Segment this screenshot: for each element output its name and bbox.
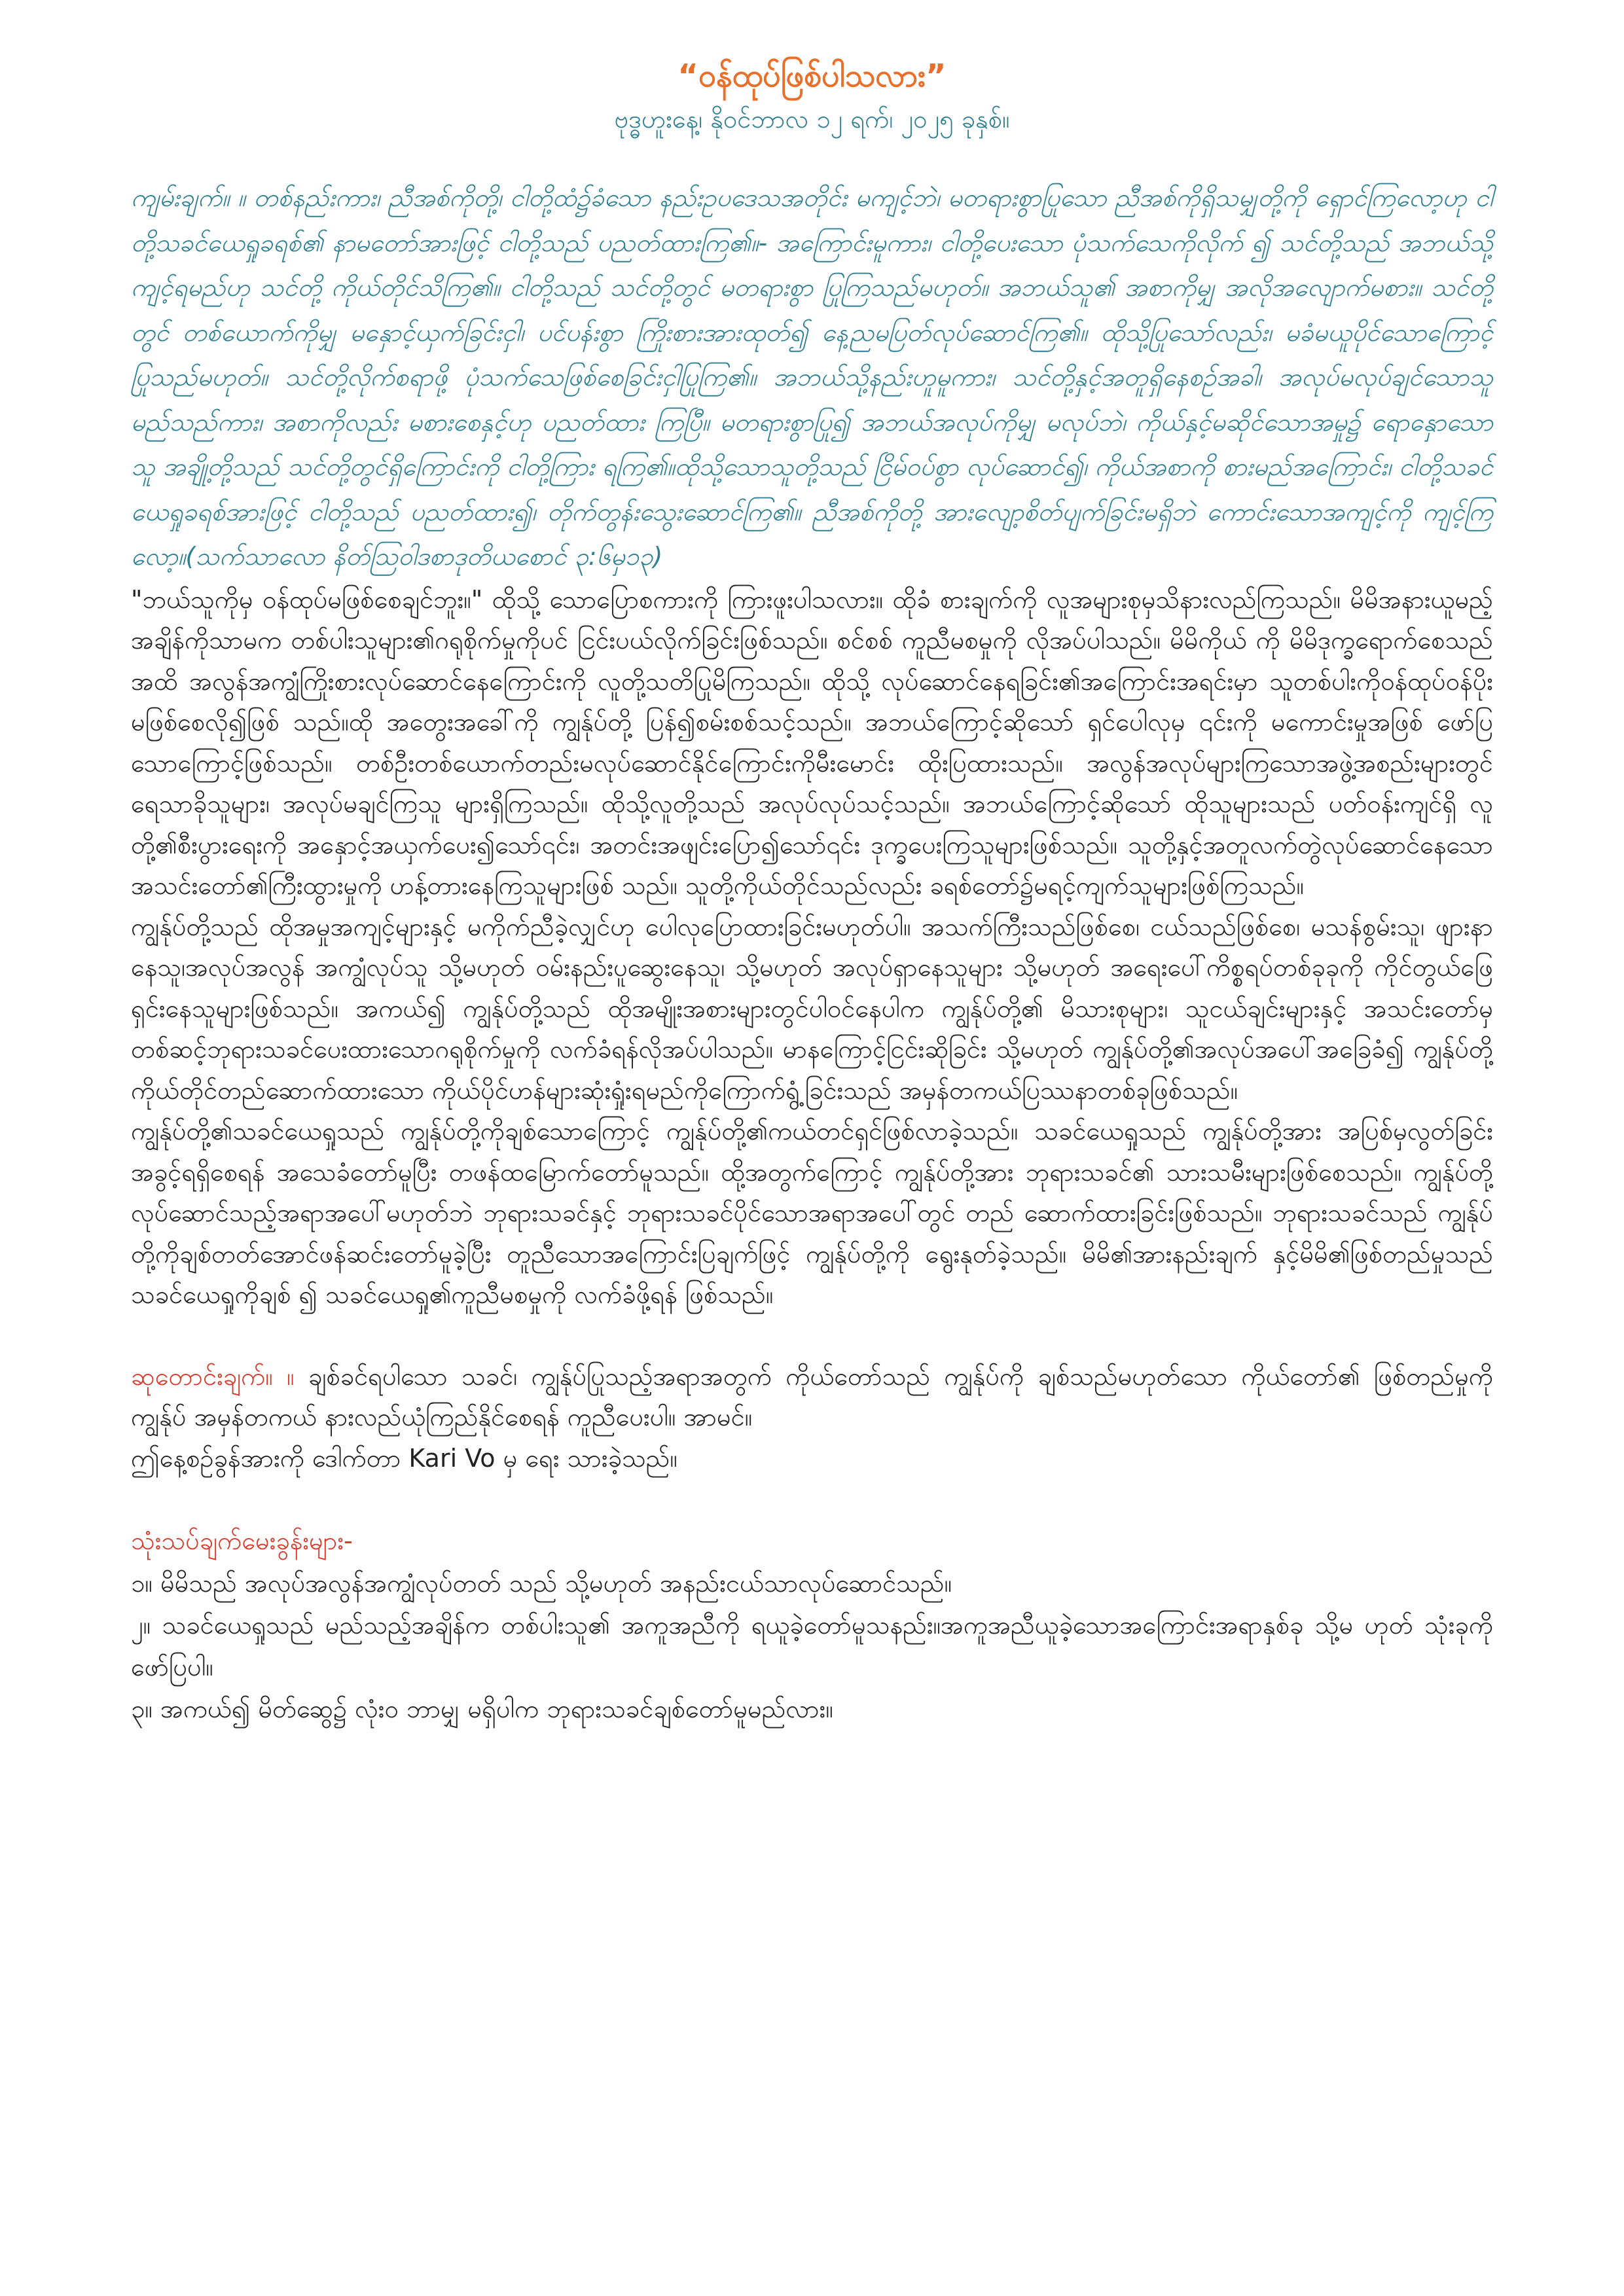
prayer-text: ချစ်ခင်ရပါသော သခင်၊ ကျွန်ုပ်ပြုသည့်အရာအတွက် ကိုယ်တော်သည် ကျွန်ုပ်ကို ချစ်သည်မဟုတ်သော ကိုယ်တော်၏ ဖြစ်တည်မှုကို ကျွန်ုပ် အမှန်တကယ် နားလည်ယုံကြည်နိုင်စေရန် ကူညီပေးပါ။ အာမင်။	[131, 1361, 1493, 1431]
body-paragraph-3: ကျွန်ုပ်တို့၏သခင်ယေရှုသည် ကျွန်ုပ်တို့ကိုချစ်သောကြောင့် ကျွန်ုပ်တို့၏ကယ်တင်ရှင်ဖြစ်လာခဲ့သည်။ သခင်ယေရှုသည် ကျွန်ုပ်တို့အား အပြစ်မှလွတ်ခြင်းအခွင့်ရရှိစေရန် အသေခံတော်မူပြီး တဖန်ထမြောက်တော်မူသည်။ ထို့အတွက်ကြောင့် ကျွန်ုပ်တို့အား ဘုရားသခင်၏ သားသမီးများဖြစ်စေသည်။ ကျွန်ုပ်တို့လုပ်ဆောင်သည့်အရာအပေါ်မဟုတ်ဘဲ ဘုရားသခင်နှင့် ဘုရားသခင်ပိုင်သောအရာအပေါ်တွင် တည် ဆောက်ထားခြင်းဖြစ်သည်။ ဘုရားသခင်သည် ကျွန်ုပ်တို့ကိုချစ်တတ်အောင်ဖန်ဆင်းတော်မူခဲ့ပြီး တူညီသောအကြောင်းပြချက်ဖြင့် ကျွန်ုပ်တို့ကို ရွေးနုတ်ခဲ့သည်။ မိမိ၏အားနည်းချက် နှင့်မိမိ၏ဖြစ်တည်မှုသည် သခင်ယေရှုကိုချစ် ၍ သခင်ယေရှု၏ကူညီမစမှုကို လက်ခံဖို့ရန် ဖြစ်သည်။	[131, 1117, 1493, 1309]
reflection-question-2: ၂။ သခင်ယေရှုသည် မည်သည့်အချိန်က တစ်ပါးသူ၏ အကူအညီကို ရယူခဲ့တော်မူသနည်း။အကူအညီယူခဲ့သောအကြောင်းအရာနှစ်ခု သို့မ ဟုတ် သုံးခုကို ဖော်ပြပါ။	[131, 1611, 1493, 1681]
reflection-question-3: ၃။ အကယ်၍ မိတ်ဆွေ၌ လုံးဝ ဘာမျှ မရှိပါက ဘုရားသခင်ချစ်တော်မူမည်လား။	[131, 1695, 833, 1723]
page-title: “ဝန်ထုပ်ဖြစ်ပါသလား”	[677, 58, 947, 94]
reflection-question-1: ၁။ မိမိသည် အလုပ်အလွန်အကျွံလုပ်တတ် သည် သို့မဟုတ် အနည်းငယ်သာလုပ်ဆောင်သည်။	[131, 1569, 952, 1598]
prayer-label: ဆုတောင်းချက်။ ။	[131, 1361, 295, 1391]
date-line: ဗုဒ္ဓဟူးနေ့၊ နိုဝင်ဘာလ ၁၂ ရက်၊ ၂၀၂၅ ခုနှစ်။	[614, 105, 1010, 134]
author-line: ဤနေ့စဉ်ခွန်အားကို ဒေါက်တာ Kari Vo မှ ရေး သားခဲ့သည်။	[131, 1443, 677, 1473]
prayer-paragraph	[131, 1356, 1493, 1438]
body-paragraph-2: ကျွန်ုပ်တို့သည် ထိုအမှုအကျင့်များနှင့် မကိုက်ညီခဲ့လျှင်ဟု ပေါလုပြောထားခြင်းမဟုတ်ပါ။ အသက်ကြီးသည်ဖြစ်စေ၊ ငယ်သည်ဖြစ်စေ၊ မသန်စွမ်းသူ၊ ဖျားနာနေသူ၊အလုပ်အလွန် အကျွံလုပ်သူ သို့မဟုတ် ဝမ်းနည်းပူဆွေးနေသူ၊ သို့မဟုတ် အလုပ်ရှာနေသူများ သို့မဟုတ် အရေးပေါ်ကိစ္စရပ်တစ်ခုခုကို ကိုင်တွယ်ဖြေရှင်းနေသူများဖြစ်သည်။ အကယ်၍ ကျွန်ုပ်တို့သည် ထိုအမျိုးအစားများတွင်ပါဝင်နေပါက ကျွန်ုပ်တို့၏ မိသားစုများ၊ သူငယ်ချင်းများနှင့် အသင်းတော်မှတစ်ဆင့်ဘုရားသခင်ပေးထားသောဂရုစိုက်မှုကို လက်ခံရန်လိုအပ်ပါသည်။ မာနကြောင့်ငြင်းဆိုခြင်း သို့မဟုတ် ကျွန်ုပ်တို့၏အလုပ်အပေါ်အခြေခံ၍ ကျွန်ုပ်တို့ကိုယ်တိုင်တည်ဆောက်ထားသော ကိုယ်ပိုင်ဟန်များဆုံးရှုံးရမည်ကိုကြောက်ရွံ့ခြင်းသည် အမှန်တကယ်ပြဿနာတစ်ခုဖြစ်သည်။	[131, 912, 1493, 1105]
section-spacer	[131, 1479, 1493, 1519]
reflection-heading: သုံးသပ်ချက်မေးခွန်းများ-	[131, 1526, 353, 1555]
body-paragraph-1: "ဘယ်သူကိုမှ ဝန်ထုပ်မဖြစ်စေချင်ဘူး။" ထိုသို့ သောပြောစကားကို ကြားဖူးပါသလား။ ထိုခံ စားချက်ကို လူအများစုမှသိနားလည်ကြသည်။ မိမိအနားယူမည့်အချိန်ကိုသာမက တစ်ပါးသူများ၏ဂရုစိုက်မှုကိုပင် ငြင်းပယ်လိုက်ခြင်းဖြစ်သည်။ စင်စစ် ကူညီမစမှုကို လိုအပ်ပါသည်။ မိမိကိုယ် ကို မိမိဒုက္ခရောက်စေသည်အထိ အလွန်အကျွံကြိုးစားလုပ်ဆောင်နေကြောင်းကို လူတို့သတိပြုမိကြသည်။ ထိုသို့ လုပ်ဆောင်နေရခြင်း၏အကြောင်းအရင်းမှာ သူတစ်ပါးကိုဝန်ထုပ်ဝန်ပိုး မဖြစ်စေလို၍ဖြစ် သည်။ထို အတွေးအခေါ်ကို ကျွန်ုပ်တို့ ပြန်၍စမ်းစစ်သင့်သည်။ အဘယ်ကြောင့်ဆိုသော် ရှင်ပေါလုမှ ၎င်းကို မကောင်းမှုအဖြစ် ဖော်ပြသောကြောင့်ဖြစ်သည်။ တစ်ဦးတစ်ယောက်တည်းမလုပ်ဆောင်နိုင်ကြောင်းကိုမီးမောင်း ထိုးပြထားသည်။ အလွန်အလုပ်များကြသောအဖွဲ့အစည်းများတွင် ရေသာခိုသူများ၊ အလုပ်မချင်ကြသူ များရှိကြသည်။ ထိုသို့လူတို့သည် အလုပ်လုပ်သင့်သည်။ အဘယ်ကြောင့်ဆိုသော် ထိုသူများသည် ပတ်ဝန်းကျင်ရှိ လူတို့၏စီးပွားရေးကို အနှောင့်အယှက်ပေး၍သော်၎င်း၊ အတင်းအဖျင်းပြော၍သော်၎င်း ဒုက္ခပေးကြသူများဖြစ်သည်။ သူတို့နှင့်အတူလက်တွဲလုပ်ဆောင်နေသောအသင်းတော်၏ကြီးထွားမှုကို ဟန့်တားနေကြသူများဖြစ် သည်။ သူတို့ကိုယ်တိုင်သည်လည်း ခရစ်တော်၌မရင့်ကျက်သူများဖြစ်ကြသည်။	[131, 584, 1493, 900]
section-spacer	[131, 1316, 1493, 1356]
scripture-passage: ကျမ်းချက်။ ။ တစ်နည်းကား၊ ညီအစ်ကိုတို့၊ ငါတို့ထံ၌ခံသော နည်းဥပဒေသအတိုင်း မကျင့်ဘဲ၊ မတရားစွာပြုသော ညီအစ်ကိုရှိသမျှတို့ကို ရှောင်ကြလော့ဟု ငါတို့သခင်ယေရှုခရစ်၏ နာမတော်အားဖြင့် ငါတို့သည် ပညတ်ထားကြ၏။- အကြောင်းမူကား၊ ငါတို့ပေးသော ပုံသက်သေကိုလိုက် ၍ သင်တို့သည် အဘယ်သို့ကျင့်ရမည်ဟု သင်တို့ ကိုယ်တိုင်သိကြ၏။ ငါတို့သည် သင်တို့တွင် မတရားစွာ ပြုကြသည်မဟုတ်။ အဘယ်သူ၏ အစာကိုမျှ အလိုအလျောက်မစား။ သင်တို့တွင် တစ်ယောက်ကိုမျှ မနှောင့်ယှက်ခြင်းငှါ၊ ပင်ပန်းစွာ ကြိုးစားအားထုတ်၍ နေ့ညမပြတ်လုပ်ဆောင်ကြ၏။ ထိုသို့ပြုသော်လည်း၊ မခံမယူပိုင်သောကြောင့် ပြုသည်မဟုတ်။ သင်တို့လိုက်စရာဖို့ ပုံသက်သေဖြစ်စေခြင်းငှါပြုကြ၏။ အဘယ်သို့နည်းဟူမူကား၊ သင်တို့နှင့်အတူရှိနေစဉ်အခါ၊ အလုပ်မလုပ်ချင်သောသူမည်သည်ကား၊ အစာကိုလည်း မစားစေနှင့်ဟု ပညတ်ထား ကြပြီ။ မတရားစွာပြု၍ အဘယ်အလုပ်ကိုမျှ မလုပ်ဘဲ၊ ကိုယ်နှင့်မဆိုင်သောအမှု၌ ရောနှောသောသူ အချို့တို့သည် သင်တို့တွင်ရှိကြောင်းကို ငါတို့ကြား ရကြ၏။ထိုသို့သောသူတို့သည် ငြိမ်ဝပ်စွာ လုပ်ဆောင်၍၊ ကိုယ်အစာကို စားမည်အကြောင်း၊ ငါတို့သခင်ယေရှုခရစ်အားဖြင့် ငါတို့သည် ပညတ်ထား၍၊ တိုက်တွန်းသွေးဆောင်ကြ၏။ ညီအစ်ကိုတို့ အားလျော့စိတ်ပျက်ခြင်းမရှိဘဲ ကောင်းသောအကျင့်ကို ကျင့်ကြလော့။(သက်သာလော နိတ်ဩဝါဒစာဒုတိယစောင် ၃:၆မှ၁၃)	[131, 183, 1494, 571]
